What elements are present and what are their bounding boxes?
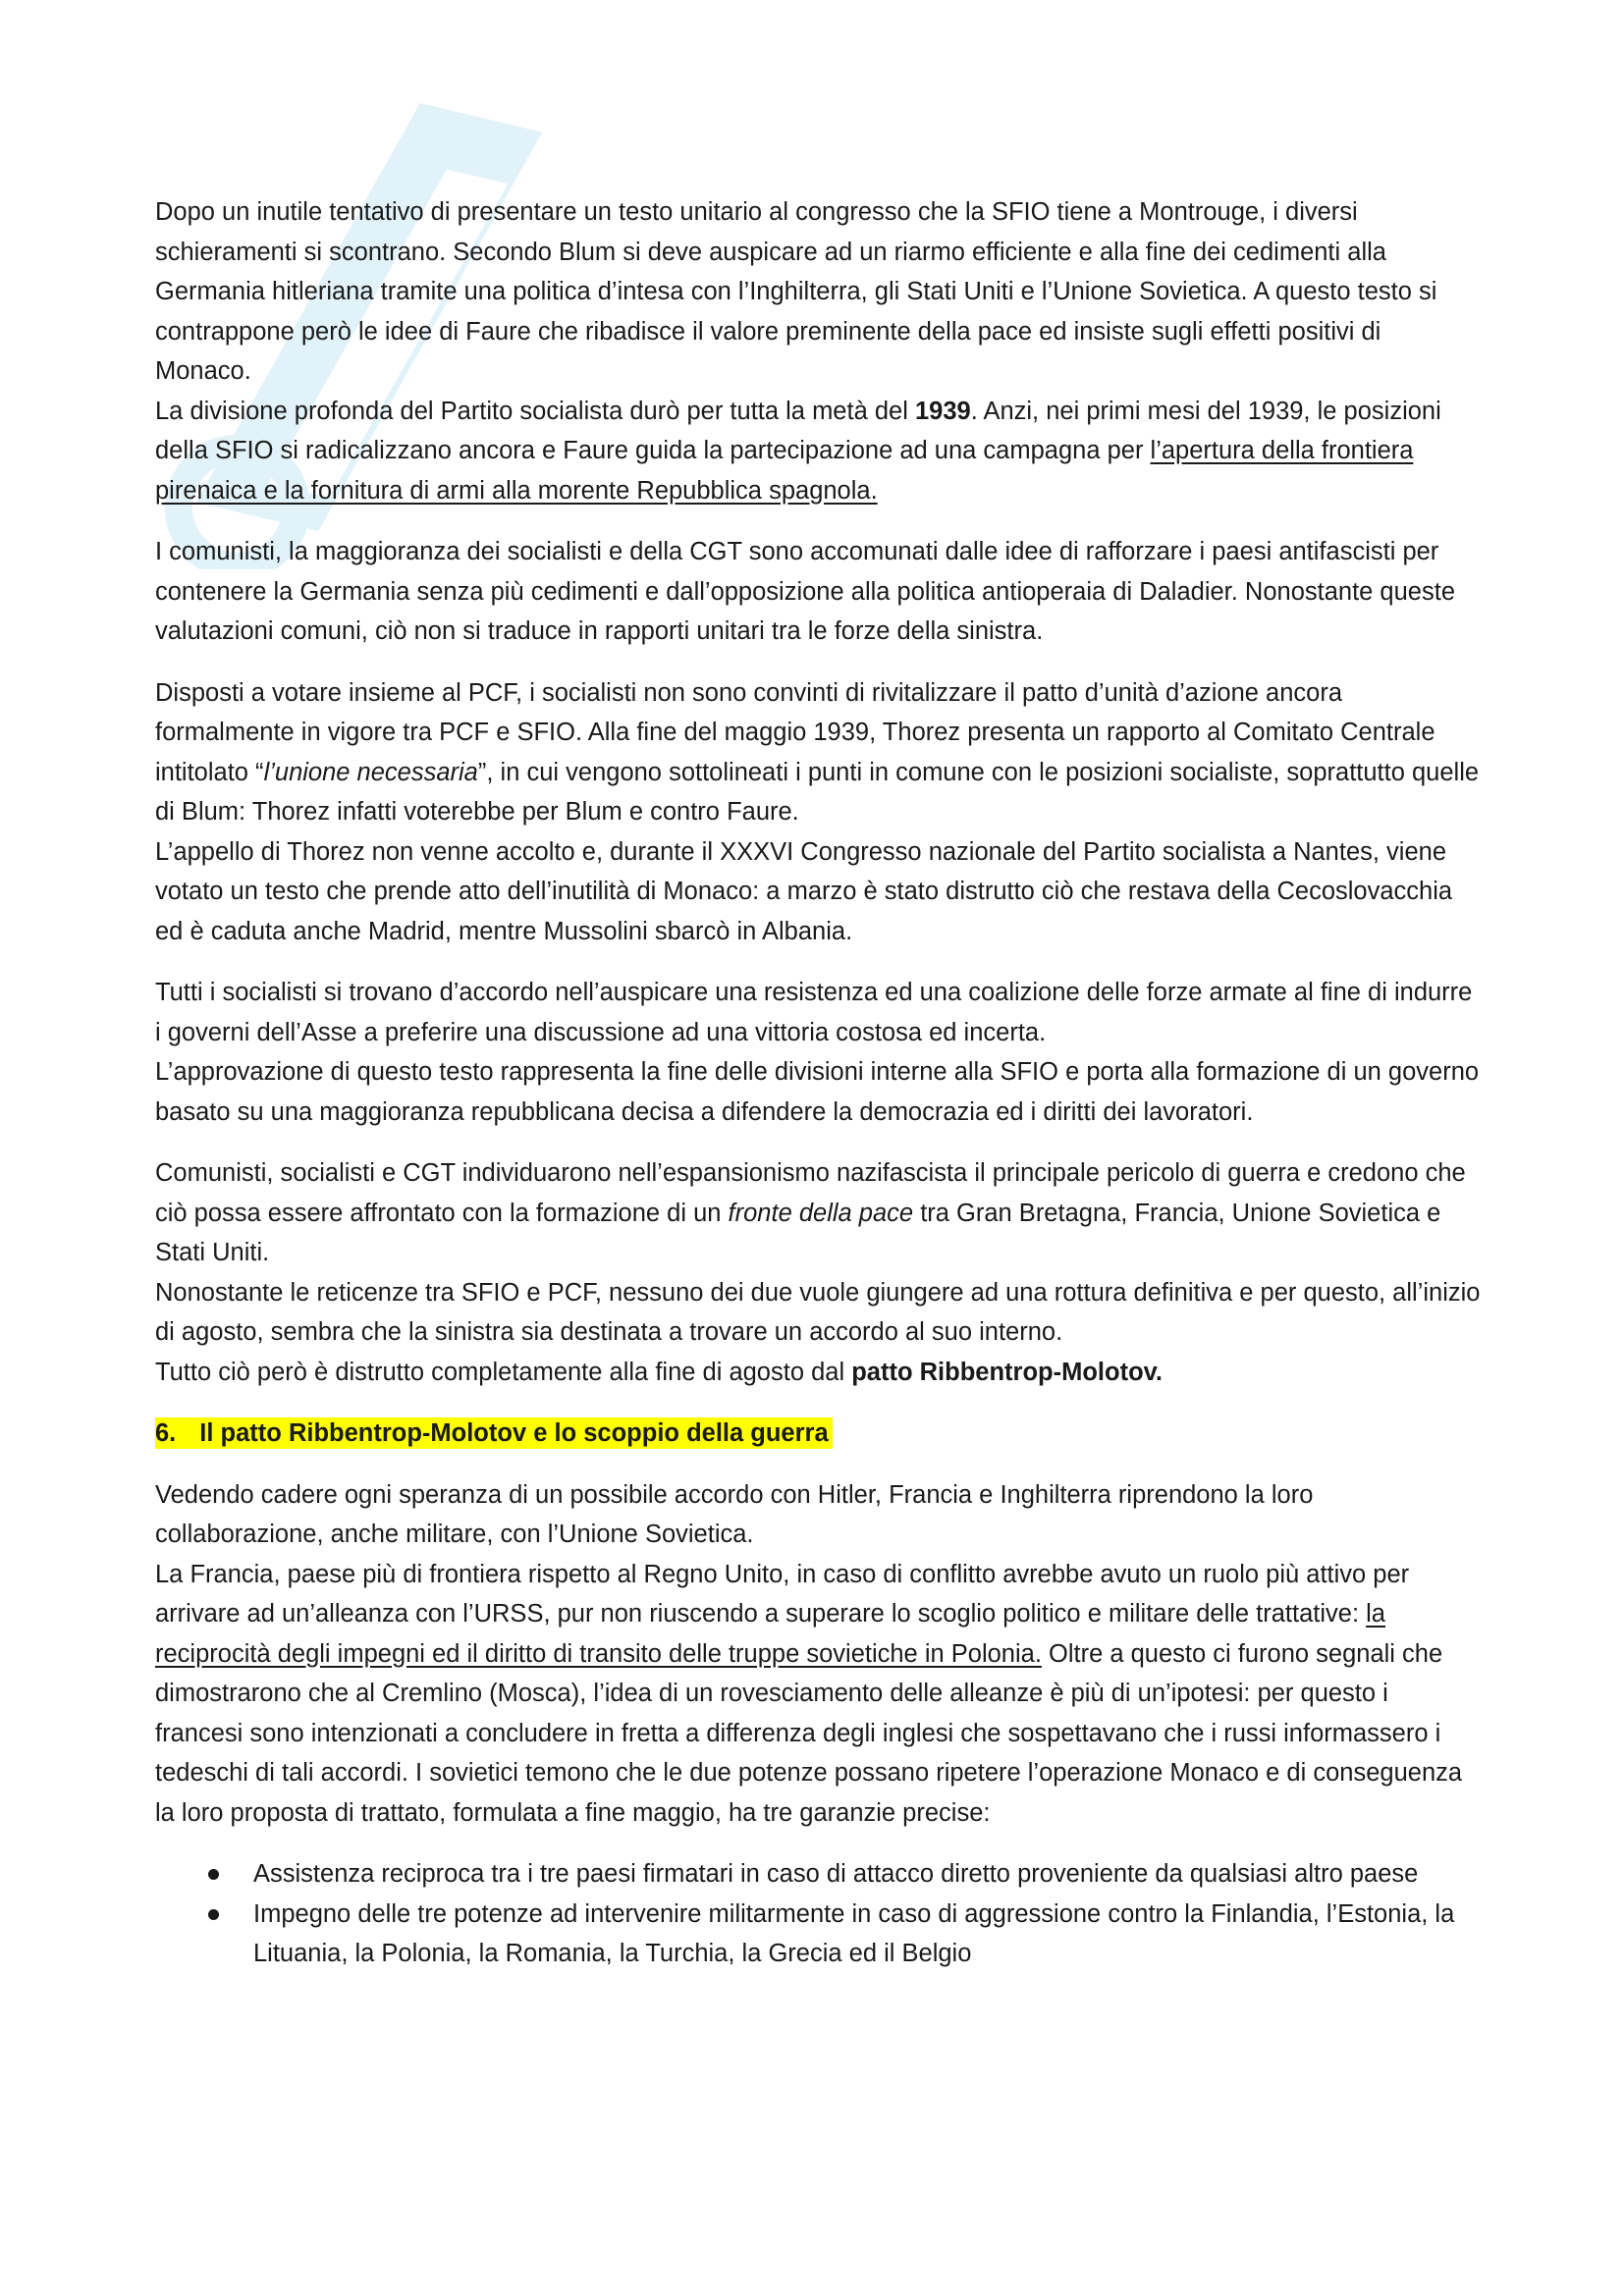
paragraph-1 (155, 192, 1481, 510)
paragraph-3c-text: L’appello di Thorez non venne accolto e, durante il XXXVI Congresso nazionale del Partito socialista a Nantes, viene votato un testo che prende atto dell’inutilità di Monaco: a marzo è stato distrutto ciò che restava della Cecoslovacchia ed è caduta anche Madrid, mentre Mussolini sbarcò in Albania. (155, 837, 1453, 945)
paragraph-6c-text: Oltre a questo ci furono segnali che dimostrarono che al Cremlino (Mosca), l’idea di un rovesciamento delle alleanze è più di un’ipotesi: per questo i francesi sono intenzionati a concludere in fretta a differenza degli inglesi che sospettavano che i russi informassero i tedeschi di tali accordi. I sovietici temono che le due potenze possano ripetere l’operazione Monaco e di conseguenza la loro proposta di trattato, formulata a fine maggio, ha tre garanzie precise: (155, 1639, 1463, 1827)
paragraph-5a-text: Comunisti, socialisti e CGT individuarono nell’espansionismo nazifascista il principale pericolo di guerra e credono che ciò possa essere affrontato con la formazione di un (155, 1159, 1466, 1227)
section-number: 6. (155, 1419, 177, 1447)
paragraph-3 (155, 673, 1481, 952)
document-page (155, 192, 1481, 1974)
italic-title: l’unione necessaria (263, 758, 478, 786)
bold-year: 1939 (914, 397, 971, 425)
underlined-phrase-2: la reciprocità degli impegni ed il diritto di transito delle truppe sovietiche in Polonia. (155, 1600, 1385, 1668)
paragraph-5b-text: tra Gran Bretagna, Francia, Unione Sovietica e Stati Uniti. (155, 1199, 1441, 1266)
paragraph-6 (155, 1475, 1481, 1834)
underlined-phrase: l’apertura della frontiera pirenaica e la fornitura di armi alla morente Repubblica spagnola. (155, 437, 1414, 505)
paragraph-5d-text: Tutto ciò però è distrutto completamente alla fine di agosto dal (155, 1358, 852, 1386)
paragraph-5 (155, 1153, 1481, 1392)
paragraph-3a-text: Disposti a votare insieme al PCF, i socialisti non sono convinti di rivitalizzare il patto d’unità d’azione ancora formalmente in vigore tra PCF e SFIO. Alla fine del maggio 1939, Thorez presenta un rapporto al Comitato Centrale intitolato “ (155, 678, 1435, 786)
bullet-list (155, 1854, 1481, 1974)
list-item-text: Assistenza reciproca tra i tre paesi firmatari in caso di attacco diretto proveniente da qualsiasi altro paese (253, 1860, 1419, 1888)
list-item (155, 1895, 1481, 1974)
paragraph-1c-text: . Anzi, nei primi mesi del 1939, le posizioni della SFIO si radicalizzano ancora e Faure guida la partecipazione ad una campagna per (155, 397, 1441, 464)
paragraph-1-text: Dopo un inutile tentativo di presentare un testo unitario al congresso che la SFIO tiene a Montrouge, i diversi schieramenti si scontrano. Secondo Blum si deve auspicare ad un riarmo efficiente e alla fine dei cedimenti alla Germania hitleriana tramite una politica d’intesa con l’Inghilterra, gli Stati Uniti e l’Unione Sovietica. A questo testo si contrappone però le idee di Faure che ribadisce il valore preminente della pace ed insiste sugli effetti positivi di Monaco. (155, 198, 1437, 385)
paragraph-6b-text: La Francia, paese più di frontiera rispetto al Regno Unito, in caso di conflitto avrebbe avuto un ruolo più attivo per arrivare ad un’alleanza con l’URSS, pur non riuscendo a superare lo scoglio politico e militare delle trattative: (155, 1560, 1410, 1628)
list-item-text: Impegno delle tre potenze ad intervenire militarmente in caso di aggressione contro la Finlandia, l’Estonia, la Lituania, la Polonia, la Romania, la Turchia, la Grecia ed il Belgio (253, 1899, 1455, 1967)
paragraph-2: I comunisti, la maggioranza dei socialisti e della CGT sono accomunati dalle idee di rafforzare i paesi antifascisti per contenere la Germania senza più cedimenti e dall’opposizione alla politica antioperaia di Daladier. Nonostante queste valutazioni comuni, ciò non si traduce in rapporti unitari tra le forze della sinistra. (155, 538, 1455, 645)
paragraph-6a-text: Vedendo cadere ogni speranza di un possibile accordo con Hitler, Francia e Inghilterra riprendono la loro collaborazione, anche militare, con l’Unione Sovietica. (155, 1480, 1314, 1548)
bold-pact: patto Ribbentrop-Molotov. (851, 1358, 1164, 1386)
bullet-icon (208, 1869, 219, 1880)
paragraph-4a-text: Tutti i socialisti si trovano d’accordo nell’auspicare una resistenza ed una coalizione delle forze armate al fine di indurre i governi dell’Asse a preferire una discussione ad una vittoria costosa ed incerta. (155, 979, 1473, 1046)
paragraph-4b-text: L’approvazione di questo testo rappresenta la fine delle divisioni interne alla SFIO e porta alla formazione di un governo basato su una maggioranza repubblicana decisa a difendere la democrazia ed i diritti dei lavoratori. (155, 1058, 1480, 1126)
section-title: Il patto Ribbentrop-Molotov e lo scoppio della guerra (199, 1419, 829, 1447)
section-heading (155, 1414, 1481, 1454)
list-item (155, 1854, 1481, 1895)
paragraph-4 (155, 973, 1481, 1132)
italic-phrase: fronte della pace (728, 1199, 914, 1227)
paragraph-1b-text: La divisione profonda del Partito socialista durò per tutta la metà del (155, 397, 915, 425)
paragraph-5c-text: Nonostante le reticenze tra SFIO e PCF, nessuno dei due vuole giungere ad una rottura definitiva e per questo, all’inizio di agosto, sembra che la sinistra sia destinata a trovare un accordo al suo interno. (155, 1278, 1481, 1346)
paragraph-3b-text: ”, in cui vengono sottolineati i punti in comune con le posizioni socialiste, soprattutto quelle di Blum: Thorez infatti voterebbe per Blum e contro Faure. (155, 758, 1480, 826)
bullet-icon (208, 1909, 219, 1920)
